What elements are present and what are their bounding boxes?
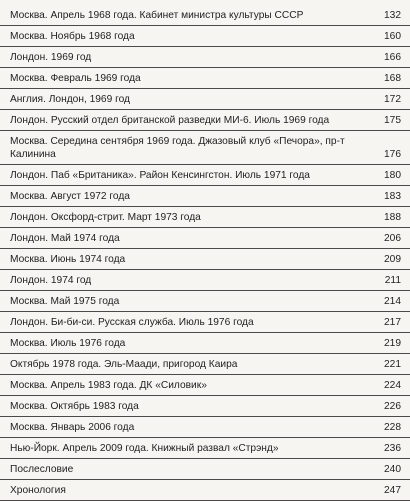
toc-row	[0, 47, 410, 68]
toc-row	[0, 110, 410, 131]
toc-entry-title: Лондон. Паб «Британика». Район Кенсингстон. Июль 1971 года	[10, 170, 310, 181]
toc-page-number: 175	[384, 115, 401, 126]
toc-row	[0, 270, 410, 291]
toc-entry-title: Лондон. 1969 год	[10, 52, 92, 63]
toc-row	[0, 354, 410, 375]
toc-entry-title: Москва. Июль 1976 года	[10, 338, 126, 349]
toc-page-number: 224	[384, 380, 401, 391]
toc-row	[0, 26, 410, 47]
toc-page-number: 166	[384, 52, 401, 63]
table-of-contents	[0, 5, 410, 501]
toc-entry-title: Лондон. Би-би-си. Русская служба. Июль 1976 года	[10, 317, 254, 328]
toc-entry-title: Москва. Январь 2006 года	[10, 422, 135, 433]
toc-page-number: 183	[384, 191, 401, 202]
toc-entry-title: Москва. Апрель 1983 года. ДК «Силовик»	[10, 380, 207, 391]
toc-row	[0, 207, 410, 228]
toc-page-number: 214	[384, 296, 401, 307]
toc-page-number: 226	[384, 401, 401, 412]
toc-page-number: 206	[384, 233, 401, 244]
toc-row	[0, 165, 410, 186]
toc-row	[0, 375, 410, 396]
toc-page-number: 211	[384, 275, 401, 286]
toc-page-number: 217	[384, 317, 401, 328]
toc-page-number: 188	[384, 212, 401, 223]
toc-entry-title: Москва. Май 1975 года	[10, 296, 120, 307]
toc-entry-title: Октябрь 1978 года. Эль-Маади, пригород Каира	[10, 359, 238, 370]
toc-entry-title: Хронология	[10, 485, 66, 496]
toc-page-number: 168	[384, 73, 401, 84]
toc-row	[0, 459, 410, 480]
toc-row	[0, 333, 410, 354]
toc-page-number: 219	[384, 338, 401, 349]
toc-row	[0, 131, 410, 165]
toc-entry-title: Москва. Февраль 1969 года	[10, 73, 141, 84]
toc-page-number: 240	[384, 464, 401, 475]
toc-entry-title: Лондон. Русский отдел британской разведки МИ-6. Июль 1969 года	[10, 115, 330, 126]
toc-row	[0, 89, 410, 110]
toc-entry-title: Москва. Ноябрь 1968 года	[10, 31, 135, 42]
toc-page-number: 247	[384, 485, 401, 496]
toc-page-number: 221	[384, 359, 401, 370]
toc-page-number: 132	[384, 10, 401, 21]
toc-row	[0, 417, 410, 438]
toc-row	[0, 291, 410, 312]
toc-entry-title: Нью-Йорк. Апрель 2009 года. Книжный развал «Стрэнд»	[10, 443, 279, 454]
toc-page-number: 209	[384, 254, 401, 265]
toc-entry-title: Москва. Апрель 1968 года. Кабинет министра культуры СССР	[10, 10, 304, 21]
toc-entry-title: Москва. Октябрь 1983 года	[10, 401, 139, 412]
toc-entry-title: Москва. Июнь 1974 года	[10, 254, 126, 265]
toc-page-number: 236	[384, 443, 401, 454]
toc-entry-title: Лондон. 1974 год	[10, 275, 92, 286]
toc-entry-title: Англия. Лондон, 1969 год	[10, 94, 130, 105]
toc-row	[0, 186, 410, 207]
toc-page-number: 160	[384, 31, 401, 42]
toc-row	[0, 396, 410, 417]
toc-entry-title: Москва. Август 1972 года	[10, 191, 130, 202]
toc-page-number: 172	[384, 94, 401, 105]
toc-entry-title: Послесловие	[10, 464, 74, 475]
toc-row	[0, 68, 410, 89]
toc-row	[0, 5, 410, 26]
toc-entry-title: Москва. Середина сентября 1969 года. Джазовый клуб «Печора», пр-т Калинина	[10, 136, 345, 160]
toc-row	[0, 480, 410, 501]
toc-entry-title: Лондон. Оксфорд-стрит. Март 1973 года	[10, 212, 201, 223]
toc-page-number: 228	[384, 422, 401, 433]
toc-entry-title: Лондон. Май 1974 года	[10, 233, 120, 244]
toc-page-number: 180	[384, 170, 401, 181]
toc-row	[0, 228, 410, 249]
toc-row	[0, 312, 410, 333]
toc-row	[0, 249, 410, 270]
toc-page-number: 176	[384, 149, 401, 160]
toc-row	[0, 438, 410, 459]
